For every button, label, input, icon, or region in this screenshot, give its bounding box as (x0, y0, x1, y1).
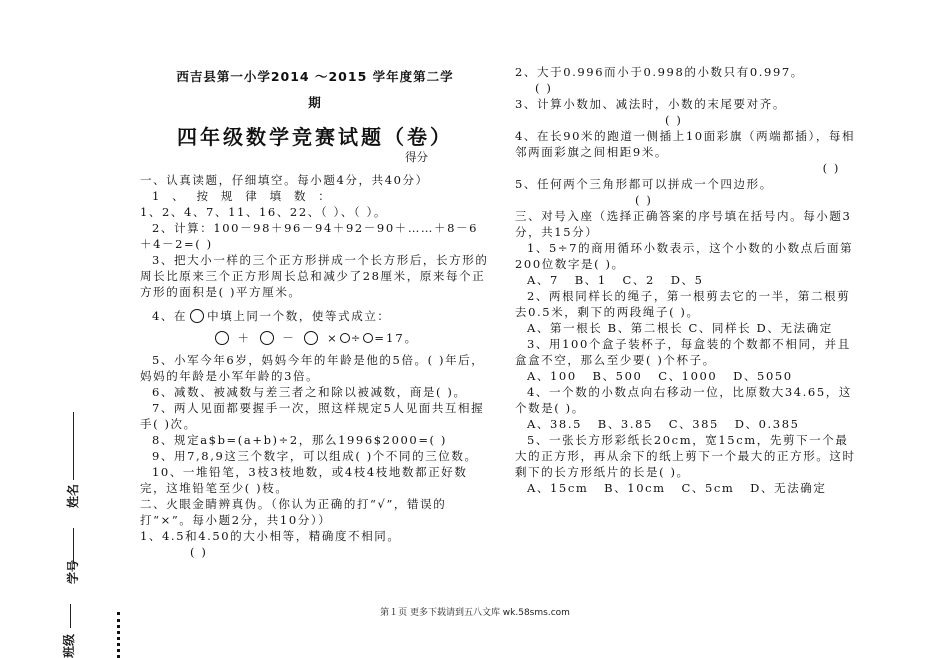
question-2: 2、计算：100－98＋96－94＋92－90＋……＋8－6＋4－2=( ) (140, 221, 479, 251)
judge-3: 3、计算小数加、减法时，小数的末尾要对齐。 (515, 97, 786, 111)
section-2-heading: 二、火眼金睛辨真伪。（你认为正确的打“√”，错误的打“×”。每小题2分，共10分）） (140, 497, 447, 527)
question-5: 5、小军今年6岁，妈妈今年的年龄是他的5倍。( )年后，妈妈的年龄是小军年龄的3倍。 (140, 353, 485, 383)
judge-4: 4、在长90米的跑道一侧插上10面彩旗（两端都插），每相邻两面彩旗之间相距9米。 (515, 129, 856, 159)
equation-minus: － (282, 331, 296, 345)
question-6: 6、减数、被减数与差三者之和除以被减数，商是( )。 (152, 385, 467, 399)
student-id-line (73, 528, 74, 564)
circle-icon (363, 333, 373, 343)
choice-1: 1、5÷7的商用循环小数表示，这个小数的小数点后面第200位数字是( )。 (515, 241, 854, 271)
question-1a: 1 、 按 规 律 填 数 ： (152, 189, 332, 203)
question-4-equation (140, 330, 490, 346)
exam-title: 四年级数学竞赛试题（卷） (177, 125, 453, 149)
equation-divide: ÷ (350, 331, 363, 345)
judge-5: 5、任何两个三角形都可以拼成一个四边形。 (515, 177, 773, 191)
equation-times: × (327, 331, 339, 345)
school-name-line1: 西吉县第一小学2014 ～2015 学年度第二学 (176, 69, 454, 84)
circle-icon (260, 331, 274, 345)
choice-1-options: A、7 B、1 C、2 D、5 (527, 273, 704, 287)
choice-2: 2、两根同样长的绳子，第一根剪去它的一半，第二根剪去0.5米，剩下的两段绳子( )。 (515, 289, 851, 319)
question-4 (140, 308, 490, 324)
score-label: 得分 (405, 150, 428, 164)
judge-1: 1、4.5和4.50的大小相等，精确度不相同。 (140, 529, 401, 543)
choice-5-options: A、15cm B、10cm C、5cm D、无法确定 (527, 481, 827, 495)
name-label: 姓名 (66, 483, 80, 508)
name-line (73, 412, 74, 480)
equation-result: =17。 (374, 331, 419, 345)
equation-plus: ＋ (237, 331, 251, 345)
question-4-prefix: 4、在 (152, 309, 188, 323)
student-id-label: 学号 (66, 559, 80, 584)
question-3: 3、把大小一样的三个正方形拼成一个长方形后，长方形的周长比原来三个正方形周长总和减少了28厘米，原来每个正方形的面积是( )平方厘米。 (140, 253, 489, 299)
choice-3: 3、用100个盒子装杯子，每盒装的个数都不相同，并且盒盒不空，那么至少要( )个杯子。 (515, 337, 851, 367)
class-label: 班级 (62, 633, 76, 658)
question-7: 7、两人见面都要握手一次，照这样规定5人见面共互相握手( )次。 (140, 401, 485, 431)
judge-5-blank: ( ) (635, 193, 653, 207)
judge-2-blank: ( ) (535, 81, 553, 95)
section-3-heading: 三、对号入座（选择正确答案的序号填在括号内。每小题3分，共15分） (515, 209, 852, 239)
choice-5: 5、一张长方形彩纸长20cm，宽15cm，先剪下一个最大的正方形，再从余下的纸上剪下一个最大的正方形。这时剩下的长方形纸片的长是( )。 (515, 433, 856, 479)
circle-icon (304, 331, 318, 345)
section-1-heading: 一、认真读题，仔细填空。每小题4分，共40分） (140, 173, 429, 187)
cut-line (117, 612, 120, 658)
question-1b: 1、2、4、7、11、16、22、（ ）、（ ）。 (140, 205, 387, 219)
choice-4-options: A、38.5 B、3.85 C、385 D、0.385 (527, 417, 800, 431)
circle-icon (215, 331, 229, 345)
question-10: 10、一堆铅笔，3枝3枝地数，或4枝4枝地数都正好数完，这堆铅笔至少( )枝。 (140, 465, 468, 495)
right-column (515, 64, 860, 496)
question-9: 9、用7,8,9这三个数字，可以组成( )个不同的三位数。 (152, 449, 478, 463)
choice-3-options: A、100 B、500 C、1000 D、5050 (527, 369, 793, 383)
page-footer: 第１页 更多下载请到五八文库 wk.58sms.com (380, 608, 570, 618)
school-name (140, 64, 490, 116)
question-8: 8、规定a$b=(a+b)÷2，那么1996$2000=( ) (152, 433, 447, 447)
school-name-line2: 期 (308, 95, 322, 110)
judge-1-blank: ( ) (190, 545, 208, 559)
circle-icon (340, 333, 350, 343)
question-4-suffix: 中填上同一个数，使等式成立： (207, 309, 391, 323)
judge-4-blank: ( ) (822, 161, 840, 175)
binding-strip (0, 0, 130, 658)
judge-2: 2、大于0.996而小于0.998的小数只有0.997。 (515, 65, 804, 79)
choice-2-options: A、第一根长 B、第二根长 C、同样长 D、无法确定 (527, 321, 833, 335)
left-column (140, 64, 490, 560)
choice-4: 4、一个数的小数点向右移动一位，比原数大34.65，这个数是( )。 (515, 385, 852, 415)
circle-icon (190, 309, 204, 323)
judge-3-blank: ( ) (665, 113, 683, 127)
